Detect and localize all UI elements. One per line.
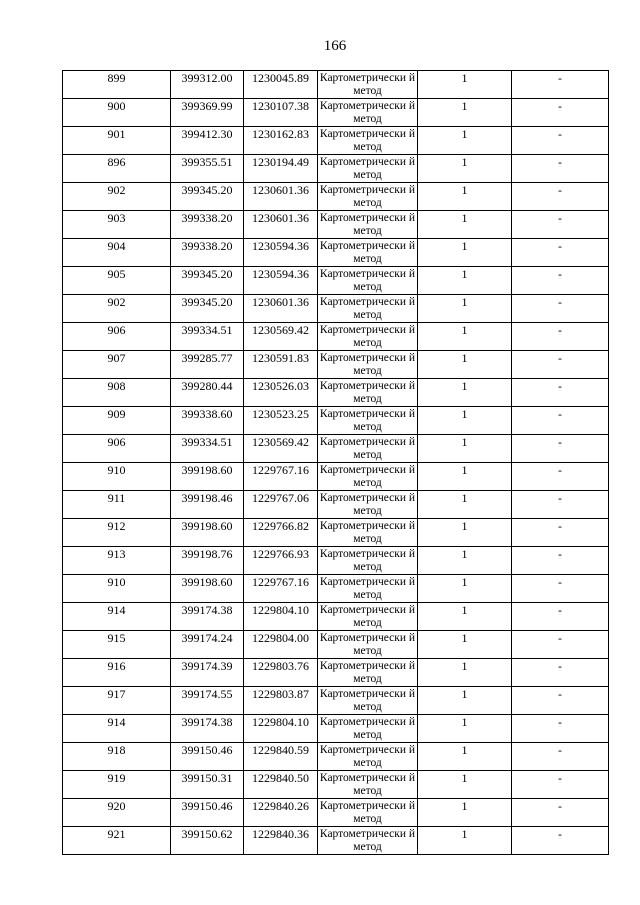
x-coordinate-cell: 399198.60 xyxy=(171,463,244,491)
note-cell: - xyxy=(512,127,609,155)
method-cell: Картометрически й метод xyxy=(318,715,418,743)
accuracy-cell: 1 xyxy=(418,519,512,547)
y-coordinate-cell: 1229840.36 xyxy=(244,827,318,855)
table-row xyxy=(63,407,609,435)
point-number-cell: 902 xyxy=(63,295,171,323)
y-coordinate-cell: 1230162.83 xyxy=(244,127,318,155)
page-number: 166 xyxy=(323,38,347,54)
accuracy-cell: 1 xyxy=(418,547,512,575)
table-row xyxy=(63,631,609,659)
table-row xyxy=(63,743,609,771)
point-number-cell: 899 xyxy=(63,71,171,99)
y-coordinate-cell: 1230601.36 xyxy=(244,211,318,239)
method-cell: Картометрически й метод xyxy=(318,435,418,463)
table-row xyxy=(63,799,609,827)
x-coordinate-cell: 399150.31 xyxy=(171,771,244,799)
table-row xyxy=(63,519,609,547)
table-row xyxy=(63,323,609,351)
x-coordinate-cell: 399312.00 xyxy=(171,71,244,99)
accuracy-cell: 1 xyxy=(418,743,512,771)
x-coordinate-cell: 399174.39 xyxy=(171,659,244,687)
x-coordinate-cell: 399355.51 xyxy=(171,155,244,183)
x-coordinate-cell: 399150.62 xyxy=(171,827,244,855)
accuracy-cell: 1 xyxy=(418,463,512,491)
table-row xyxy=(63,547,609,575)
accuracy-cell: 1 xyxy=(418,491,512,519)
x-coordinate-cell: 399198.76 xyxy=(171,547,244,575)
point-number-cell: 920 xyxy=(63,799,171,827)
accuracy-cell: 1 xyxy=(418,407,512,435)
accuracy-cell: 1 xyxy=(418,239,512,267)
method-cell: Картометрически й метод xyxy=(318,99,418,127)
x-coordinate-cell: 399174.24 xyxy=(171,631,244,659)
accuracy-cell: 1 xyxy=(418,687,512,715)
point-number-cell: 918 xyxy=(63,743,171,771)
table-row xyxy=(63,155,609,183)
note-cell: - xyxy=(512,239,609,267)
coordinates-table xyxy=(62,70,609,855)
table-row xyxy=(63,239,609,267)
point-number-cell: 910 xyxy=(63,575,171,603)
note-cell: - xyxy=(512,519,609,547)
accuracy-cell: 1 xyxy=(418,379,512,407)
point-number-cell: 916 xyxy=(63,659,171,687)
note-cell: - xyxy=(512,295,609,323)
table-row xyxy=(63,211,609,239)
method-cell: Картометрически й метод xyxy=(318,659,418,687)
y-coordinate-cell: 1230194.49 xyxy=(244,155,318,183)
method-cell: Картометрически й метод xyxy=(318,239,418,267)
x-coordinate-cell: 399334.51 xyxy=(171,323,244,351)
note-cell: - xyxy=(512,547,609,575)
accuracy-cell: 1 xyxy=(418,211,512,239)
y-coordinate-cell: 1229840.50 xyxy=(244,771,318,799)
x-coordinate-cell: 399412.30 xyxy=(171,127,244,155)
x-coordinate-cell: 399174.38 xyxy=(171,715,244,743)
note-cell: - xyxy=(512,435,609,463)
y-coordinate-cell: 1229766.93 xyxy=(244,547,318,575)
note-cell: - xyxy=(512,155,609,183)
accuracy-cell: 1 xyxy=(418,435,512,463)
table-row xyxy=(63,295,609,323)
point-number-cell: 919 xyxy=(63,771,171,799)
x-coordinate-cell: 399150.46 xyxy=(171,799,244,827)
accuracy-cell: 1 xyxy=(418,127,512,155)
y-coordinate-cell: 1229840.59 xyxy=(244,743,318,771)
x-coordinate-cell: 399198.60 xyxy=(171,575,244,603)
x-coordinate-cell: 399345.20 xyxy=(171,183,244,211)
point-number-cell: 906 xyxy=(63,435,171,463)
accuracy-cell: 1 xyxy=(418,183,512,211)
point-number-cell: 903 xyxy=(63,211,171,239)
note-cell: - xyxy=(512,351,609,379)
y-coordinate-cell: 1229840.26 xyxy=(244,799,318,827)
note-cell: - xyxy=(512,575,609,603)
point-number-cell: 914 xyxy=(63,715,171,743)
note-cell: - xyxy=(512,379,609,407)
accuracy-cell: 1 xyxy=(418,799,512,827)
y-coordinate-cell: 1229804.10 xyxy=(244,603,318,631)
accuracy-cell: 1 xyxy=(418,71,512,99)
note-cell: - xyxy=(512,715,609,743)
method-cell: Картометрически й метод xyxy=(318,211,418,239)
note-cell: - xyxy=(512,183,609,211)
method-cell: Картометрически й метод xyxy=(318,127,418,155)
table-row xyxy=(63,99,609,127)
method-cell: Картометрически й метод xyxy=(318,295,418,323)
table-row xyxy=(63,575,609,603)
table-row xyxy=(63,379,609,407)
note-cell: - xyxy=(512,99,609,127)
point-number-cell: 914 xyxy=(63,603,171,631)
point-number-cell: 904 xyxy=(63,239,171,267)
x-coordinate-cell: 399338.60 xyxy=(171,407,244,435)
y-coordinate-cell: 1229803.87 xyxy=(244,687,318,715)
note-cell: - xyxy=(512,491,609,519)
x-coordinate-cell: 399198.46 xyxy=(171,491,244,519)
y-coordinate-cell: 1230045.89 xyxy=(244,71,318,99)
method-cell: Картометрически й метод xyxy=(318,799,418,827)
table-row xyxy=(63,491,609,519)
x-coordinate-cell: 399338.20 xyxy=(171,239,244,267)
x-coordinate-cell: 399369.99 xyxy=(171,99,244,127)
method-cell: Картометрически й метод xyxy=(318,547,418,575)
method-cell: Картометрически й метод xyxy=(318,771,418,799)
accuracy-cell: 1 xyxy=(418,351,512,379)
table-row xyxy=(63,435,609,463)
y-coordinate-cell: 1230591.83 xyxy=(244,351,318,379)
point-number-cell: 909 xyxy=(63,407,171,435)
accuracy-cell: 1 xyxy=(418,155,512,183)
table-row xyxy=(63,603,609,631)
y-coordinate-cell: 1230526.03 xyxy=(244,379,318,407)
method-cell: Картометрически й метод xyxy=(318,463,418,491)
point-number-cell: 901 xyxy=(63,127,171,155)
note-cell: - xyxy=(512,463,609,491)
y-coordinate-cell: 1230107.38 xyxy=(244,99,318,127)
note-cell: - xyxy=(512,631,609,659)
method-cell: Картометрически й метод xyxy=(318,267,418,295)
note-cell: - xyxy=(512,323,609,351)
point-number-cell: 915 xyxy=(63,631,171,659)
note-cell: - xyxy=(512,407,609,435)
accuracy-cell: 1 xyxy=(418,267,512,295)
x-coordinate-cell: 399280.44 xyxy=(171,379,244,407)
x-coordinate-cell: 399198.60 xyxy=(171,519,244,547)
point-number-cell: 911 xyxy=(63,491,171,519)
method-cell: Картометрически й метод xyxy=(318,603,418,631)
method-cell: Картометрически й метод xyxy=(318,519,418,547)
y-coordinate-cell: 1230569.42 xyxy=(244,323,318,351)
method-cell: Картометрически й метод xyxy=(318,71,418,99)
y-coordinate-cell: 1229766.82 xyxy=(244,519,318,547)
table-row xyxy=(63,659,609,687)
point-number-cell: 902 xyxy=(63,183,171,211)
x-coordinate-cell: 399334.51 xyxy=(171,435,244,463)
point-number-cell: 908 xyxy=(63,379,171,407)
x-coordinate-cell: 399338.20 xyxy=(171,211,244,239)
note-cell: - xyxy=(512,827,609,855)
y-coordinate-cell: 1229767.16 xyxy=(244,575,318,603)
point-number-cell: 913 xyxy=(63,547,171,575)
method-cell: Картометрически й метод xyxy=(318,155,418,183)
note-cell: - xyxy=(512,659,609,687)
y-coordinate-cell: 1230601.36 xyxy=(244,295,318,323)
y-coordinate-cell: 1229804.10 xyxy=(244,715,318,743)
point-number-cell: 900 xyxy=(63,99,171,127)
x-coordinate-cell: 399174.55 xyxy=(171,687,244,715)
accuracy-cell: 1 xyxy=(418,659,512,687)
point-number-cell: 910 xyxy=(63,463,171,491)
method-cell: Картометрически й метод xyxy=(318,323,418,351)
point-number-cell: 896 xyxy=(63,155,171,183)
accuracy-cell: 1 xyxy=(418,323,512,351)
y-coordinate-cell: 1230601.36 xyxy=(244,183,318,211)
y-coordinate-cell: 1230594.36 xyxy=(244,267,318,295)
method-cell: Картометрически й метод xyxy=(318,743,418,771)
table-row xyxy=(63,463,609,491)
accuracy-cell: 1 xyxy=(418,99,512,127)
y-coordinate-cell: 1229804.00 xyxy=(244,631,318,659)
table-row xyxy=(63,687,609,715)
note-cell: - xyxy=(512,211,609,239)
note-cell: - xyxy=(512,771,609,799)
note-cell: - xyxy=(512,799,609,827)
method-cell: Картометрически й метод xyxy=(318,687,418,715)
table-row xyxy=(63,351,609,379)
table-row xyxy=(63,827,609,855)
y-coordinate-cell: 1230569.42 xyxy=(244,435,318,463)
accuracy-cell: 1 xyxy=(418,631,512,659)
method-cell: Картометрически й метод xyxy=(318,631,418,659)
coordinates-table-body xyxy=(63,71,609,855)
note-cell: - xyxy=(512,71,609,99)
x-coordinate-cell: 399345.20 xyxy=(171,295,244,323)
table-row xyxy=(63,183,609,211)
accuracy-cell: 1 xyxy=(418,715,512,743)
x-coordinate-cell: 399150.46 xyxy=(171,743,244,771)
x-coordinate-cell: 399345.20 xyxy=(171,267,244,295)
point-number-cell: 921 xyxy=(63,827,171,855)
note-cell: - xyxy=(512,267,609,295)
method-cell: Картометрически й метод xyxy=(318,491,418,519)
accuracy-cell: 1 xyxy=(418,295,512,323)
y-coordinate-cell: 1230594.36 xyxy=(244,239,318,267)
point-number-cell: 906 xyxy=(63,323,171,351)
note-cell: - xyxy=(512,743,609,771)
method-cell: Картометрически й метод xyxy=(318,351,418,379)
method-cell: Картометрически й метод xyxy=(318,183,418,211)
point-number-cell: 917 xyxy=(63,687,171,715)
table-row xyxy=(63,715,609,743)
point-number-cell: 905 xyxy=(63,267,171,295)
accuracy-cell: 1 xyxy=(418,603,512,631)
note-cell: - xyxy=(512,687,609,715)
method-cell: Картометрически й метод xyxy=(318,407,418,435)
point-number-cell: 912 xyxy=(63,519,171,547)
note-cell: - xyxy=(512,603,609,631)
accuracy-cell: 1 xyxy=(418,575,512,603)
y-coordinate-cell: 1229803.76 xyxy=(244,659,318,687)
accuracy-cell: 1 xyxy=(418,771,512,799)
y-coordinate-cell: 1229767.06 xyxy=(244,491,318,519)
x-coordinate-cell: 399174.38 xyxy=(171,603,244,631)
y-coordinate-cell: 1229767.16 xyxy=(244,463,318,491)
accuracy-cell: 1 xyxy=(418,827,512,855)
method-cell: Картометрически й метод xyxy=(318,575,418,603)
method-cell: Картометрически й метод xyxy=(318,827,418,855)
table-row xyxy=(63,127,609,155)
method-cell: Картометрически й метод xyxy=(318,379,418,407)
y-coordinate-cell: 1230523.25 xyxy=(244,407,318,435)
point-number-cell: 907 xyxy=(63,351,171,379)
table-row xyxy=(63,71,609,99)
table-row xyxy=(63,771,609,799)
x-coordinate-cell: 399285.77 xyxy=(171,351,244,379)
table-row xyxy=(63,267,609,295)
